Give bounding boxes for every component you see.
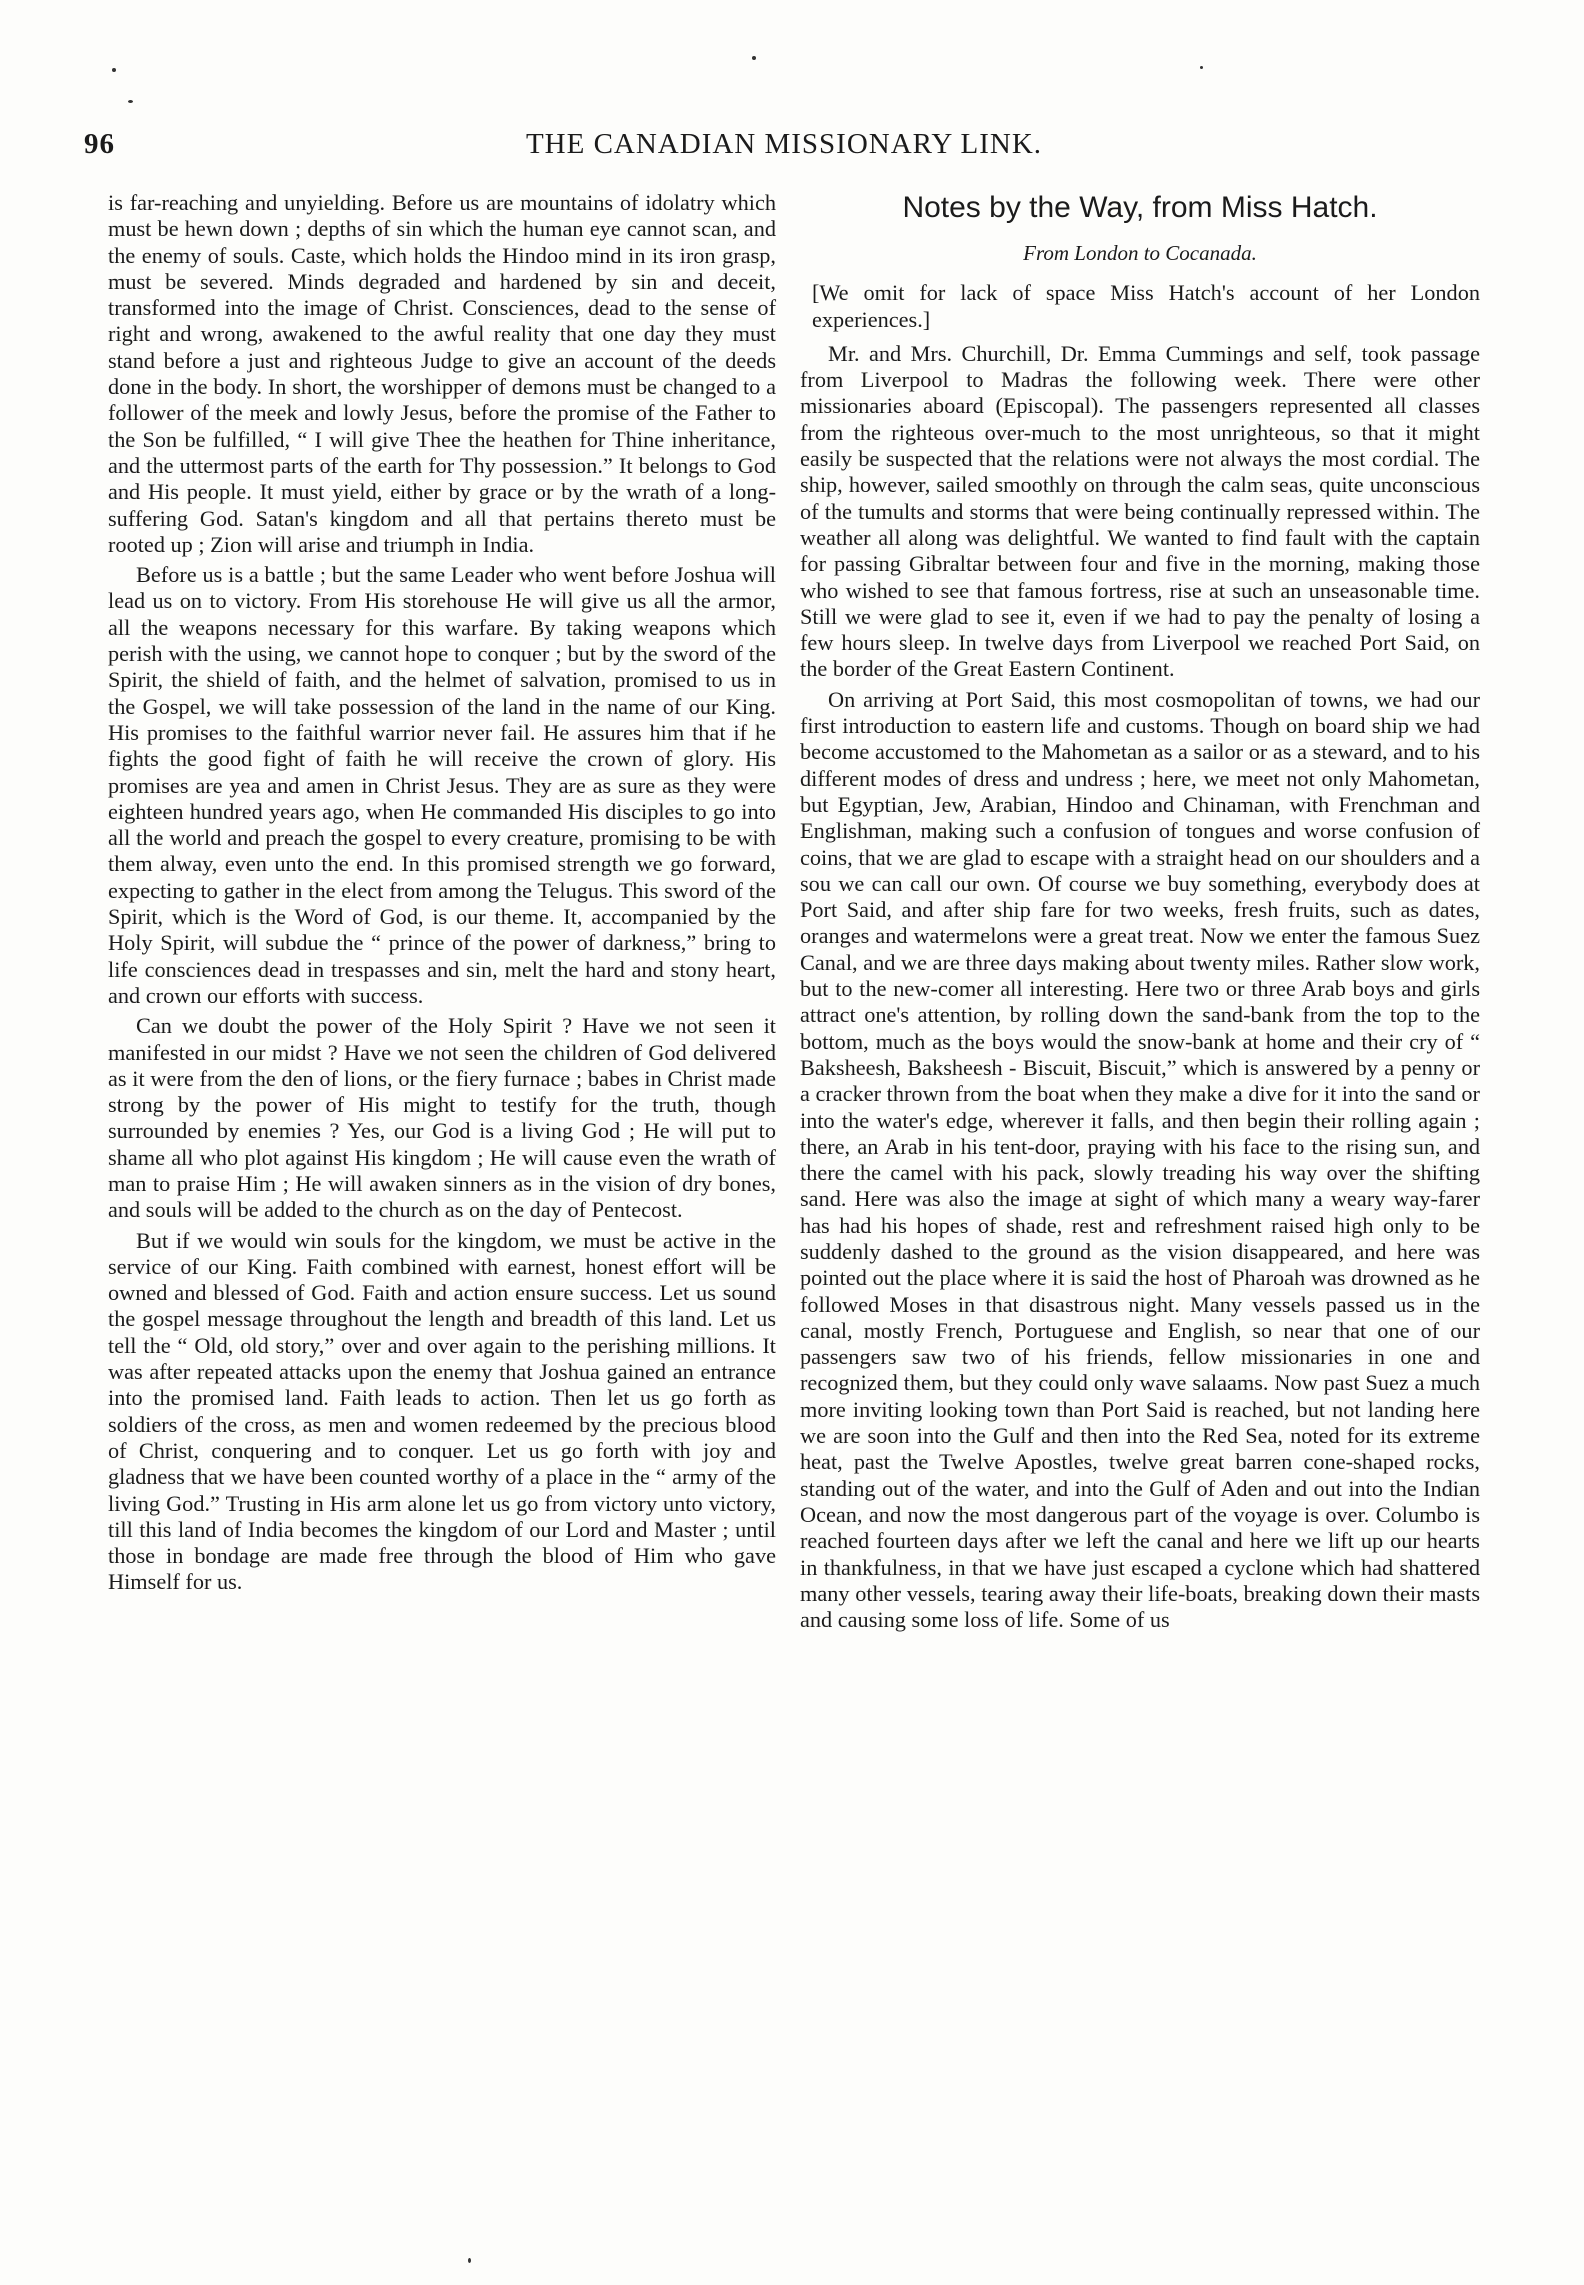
ink-speck: [128, 100, 133, 103]
article-subtitle: From London to Cocanada.: [1023, 241, 1257, 265]
ink-speck: [1200, 66, 1203, 69]
left-column: [108, 190, 776, 1596]
ink-speck: [468, 2258, 471, 2263]
running-title: THE CANADIAN MISSIONARY LINK.: [525, 128, 1043, 160]
right-paragraph: Mr. and Mrs. Churchill, Dr. Emma Cummings and self, took passage from Liverpool to Madras the following week. There were other missionaries aboard (Episcopal). The passengers represented all classes from the righteous over-much to the most unrighteous, so that it might easily be suspected that the relations were not always the most cordial. The ship, however, sailed smoothly on through the calm seas, quite unconscious of the tumults and storms that were being continually repressed within. The weather all along was delightful. We wanted to find fault with the captain for passing Gibraltar between four and five in the morning, making those who wished to see that famous fortress, rise at such an unseasonable time. Still we were glad to see it, even if we had to pay the penalty of losing a few hours sleep. In twelve days from Liverpool we reached Port Said, on the border of the Great Eastern Continent.: [800, 340, 1480, 682]
editor-note: [We omit for lack of space Miss Hatch's account of her London experiences.]: [812, 280, 1480, 332]
right-paragraph: On arriving at Port Said, this most cosmopolitan of towns, we had our first introduction to eastern life and customs. Though on board ship we had become accustomed to the Mahometan as a sailor or as a steward, and to his different modes of dress and undress ; here, we meet not only Mahometan, but Egyptian, Jew, Arabian, Hindoo and Chinaman, with Frenchman and Englishman, making such a confusion of tongues and worse confusion of coins, that we are glad to escape with a straight head on our shoulders and a sou we can call our own. Of course we buy something, everybody does at Port Said, and after ship fare for two weeks, fresh fruits, such as dates, oranges and watermelons were a great treat. Now we enter the famous Suez Canal, and we are three days making about twenty miles. Rather slow work, but to the new-comer all interesting. Here two or three Arab boys and girls attract one's attention, by rolling down the sand-bank from the top to the bottom, much as the boys would the snow-bank at home and their cry of “ Baksheesh, Baksheesh - Biscuit, Biscuit,” which is answered by a penny or a cracker thrown from the boat when they make a dive for it into the sand or into the water's edge, wherever it falls, and then begin their rolling again ; there, an Arab in his tent-door, praying with his face to the rising sun, and there the camel with his pack, slowly treading his way over the shifting sand. Here was also the image at sight of which many a weary way-farer has had his hopes of shade, rest and refreshment raised high only to be suddenly dashed to the ground as the vision disappeared, and here was pointed out the place where it is said the host of Pharoah was drowned as he followed Moses in that disastrous night. Many vessels passed us in the canal, mostly French, Portuguese and English, so near that one of our passengers saw two of his friends, fellow missionaries in one and recognized them, but they could only wave salaams. Now past Suez a much more inviting looking town than Port Said is reached, but not landing here we are soon into the Gulf and then into the Red Sea, noted for its extreme heat, past the Twelve Apostles, twelve great barren cone-shaped rocks, standing out of the water, and into the Gulf of Aden and out into the Indian Ocean, and now the most dangerous part of the voyage is over. Columbo is reached fourteen days after we left the canal and here we lift up our hearts in thankfulness, in that we have just escaped a cyclone which had shattered many other vessels, tearing away their life-boats, breaking down their masts and causing some loss of life. Some of us: [800, 686, 1480, 1633]
left-paragraph: is far-reaching and unyielding. Before us are mountains of idolatry which must be hewn down ; depths of sin which the human eye cannot scan, and the enemy of souls. Caste, which holds the Hindoo mind in its iron grasp, must be severed. Minds degraded and hardened by sin and deceit, transformed into the image of Christ. Consciences, dead to the sense of right and wrong, awakened to the awful reality that one day they must stand before a just and righteous Judge to give an account of the deeds done in the body. In short, the worshipper of demons must be changed to a follower of the meek and lowly Jesus, before the promise of the Father to the Son be fulfilled, “ I will give Thee the heathen for Thine inheritance, and the uttermost parts of the earth for Thy possession.” It belongs to God and His people. It must yield, either by grace or by the wrath of a long-suffering God. Satan's kingdom and all that pertains thereto must be rooted up ; Zion will arise and triumph in India.: [108, 190, 776, 557]
left-paragraph: Can we doubt the power of the Holy Spirit ? Have we not seen it manifested in our midst ? Have we not seen the children of God delivered as it were from the den of lions, or the fiery furnace ; babes in Christ made strong by the power of His might to testify for the truth, though surrounded by enemies ? Yes, our God is a living God ; He will put to shame all who plot against His kingdom ; He will cause even the wrath of man to praise Him ; He will awaken sinners as in the vision of dry bones, and souls will be added to the church as on the day of Pentecost.: [108, 1013, 776, 1223]
left-paragraph: Before us is a battle ; but the same Leader who went before Joshua will lead us on to victory. From His storehouse He will give us all the armor, all the weapons necessary for this warfare. By taking weapons which perish with the using, we cannot hope to conquer ; but by the sword of the Spirit, the shield of faith, and the helmet of salvation, promised to us in the Gospel, we will take possession of the land in the name of our King. His promises to the faithful warrior never fail. He assures him that if he fights the good fight of faith he will receive the crown of glory. His promises are yea and amen in Christ Jesus. They are as sure as they were eighteen hundred years ago, when He commanded His disciples to go into all the world and preach the gospel to every creature, promising to be with them alway, even unto the end. In this promised strength we go forward, expecting to gather in the elect from among the Telugus. This sword of the Spirit, which is the Word of God, is our theme. It, accompanied by the Holy Spirit, will subdue the “ prince of the power of darkness,” bring to life consciences dead in trespasses and sin, melt the hard and stony heart, and crown our efforts with success.: [108, 562, 776, 1008]
page-number: 96: [84, 128, 115, 160]
right-column: [800, 190, 1480, 1633]
left-paragraph: But if we would win souls for the kingdom, we must be active in the service of our King. Faith combined with earnest, honest effort will be owned and blessed of God. Faith and action ensure success. Let us sound the gospel message throughout the length and breadth of this land. Let us tell the “ Old, old story,” over and over again to the perishing millions. It was after repeated attacks upon the enemy that Joshua gained an entrance into the promised land. Faith leads to action. Then let us go forth as soldiers of the cross, as men and women redeemed by the precious blood of Christ, conquering and to conquer. Let us go forth with joy and gladness that we have been counted worthy of a place in the “ army of the living God.” Trusting in His arm alone let us go from victory unto victory, till this land of India becomes the kingdom of our Lord and Master ; until those in bondage are made free through the blood of Him who gave Himself for us.: [108, 1227, 776, 1595]
article-title: Notes by the Way, from Miss Hatch.: [902, 191, 1378, 224]
page-header: [84, 128, 1484, 168]
ink-speck: [752, 56, 756, 60]
ink-speck: [112, 68, 116, 72]
